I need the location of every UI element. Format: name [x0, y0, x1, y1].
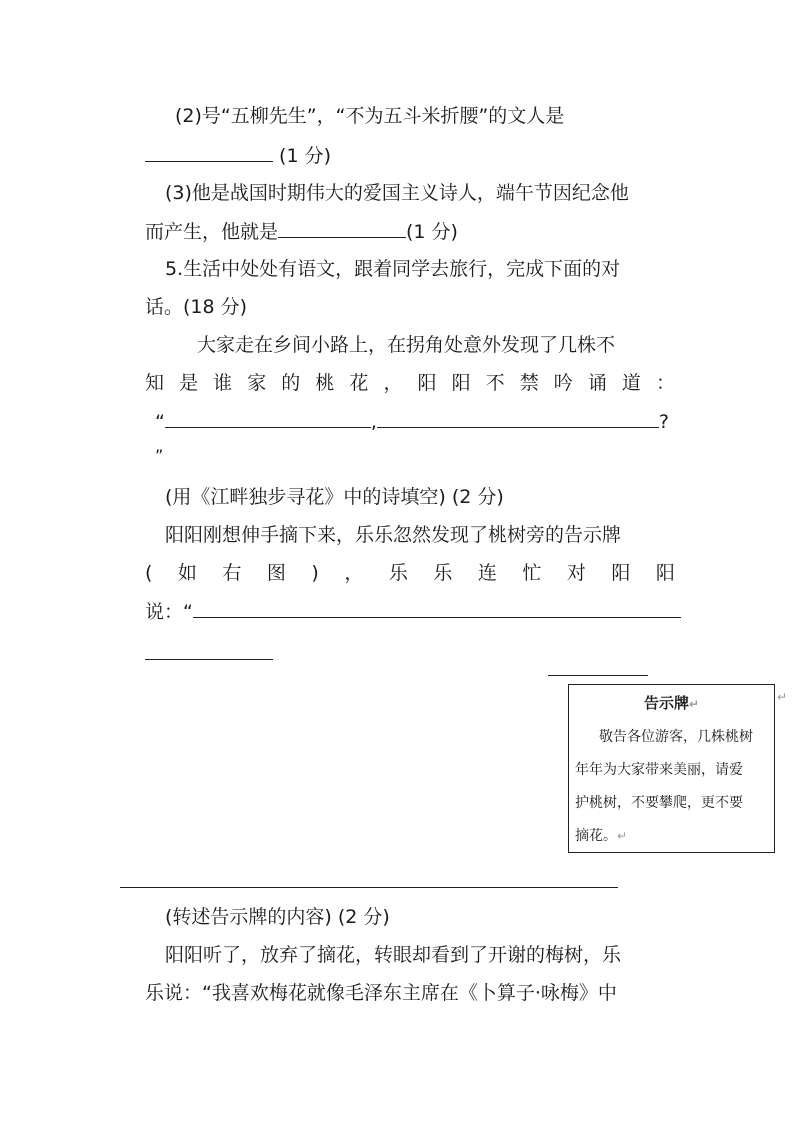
- para1-line2-char: 吟: [553, 372, 573, 394]
- para1-line2-char: 诵: [587, 372, 607, 394]
- open-quote: “: [155, 411, 165, 433]
- para1-line2-char: 花: [349, 372, 369, 394]
- para2-line2: [145, 561, 675, 585]
- para2-line2-char: 阳: [655, 562, 675, 584]
- para1-line2-char: ：: [655, 372, 675, 394]
- notice-answer-blank-3[interactable]: [548, 675, 648, 676]
- para1-line2-char: 不: [485, 372, 505, 394]
- para1-line2-char: ，: [383, 372, 403, 394]
- para1-line2-char: 是: [179, 372, 199, 394]
- para2-line2-char: 忙: [522, 562, 542, 584]
- q3-score: (1 分): [406, 221, 458, 243]
- para1-line2-char: 阳: [417, 372, 437, 394]
- para1-line2-char: 阳: [451, 372, 471, 394]
- para3-line2: 乐说：“我喜欢梅花就像毛泽东主席在《卜算子·咏梅》中: [145, 982, 617, 1004]
- para1-line2: [145, 371, 675, 395]
- q5-line1: 5.生活中处处有语文，跟着同学去旅行，完成下面的对: [165, 258, 621, 280]
- notice-title: 告示牌↵: [643, 694, 700, 712]
- notice-answer-blank-2[interactable]: [145, 659, 273, 660]
- notice-line-1: 敬告各位游客，几株桃树: [599, 729, 753, 745]
- q3-line2: [145, 219, 675, 244]
- para2-line2-char: (: [145, 562, 153, 584]
- q3-line2-prefix: 而产生，他就是: [145, 221, 279, 243]
- para2-line3-prefix: 说：“: [145, 601, 193, 623]
- para1-line2-char: 家: [247, 372, 267, 394]
- para2-line2-char: 阳: [611, 562, 631, 584]
- para2-line1: 阳阳刚想伸手摘下来，乐乐忽然发现了桃树旁的告示牌: [165, 524, 622, 546]
- para2-line2-char: 右: [222, 562, 242, 584]
- para1-note: (用《江畔独步寻花》中的诗填空) (2 分): [165, 486, 504, 508]
- notice-line-2: 年年为大家带来美丽，请爱: [575, 762, 743, 778]
- notice-answer-blank-1[interactable]: [193, 599, 681, 618]
- para2-line2-char: 乐: [433, 562, 453, 584]
- q2-line1: (2)号“五柳先生”，“不为五斗米折腰”的文人是: [175, 105, 565, 127]
- para1-line3: [155, 409, 675, 434]
- para3-line1: 阳阳听了，放弃了摘花，转眼却看到了开谢的梅树，乐: [165, 944, 622, 966]
- q5-line2: 话。(18 分): [145, 296, 248, 318]
- notice-line-4: 摘花。↵: [575, 828, 628, 844]
- poem-comma: ,: [370, 411, 377, 433]
- poem-blank-1[interactable]: [165, 409, 371, 428]
- q2-answer-blank[interactable]: [145, 143, 273, 162]
- para1-line2-char: 禁: [519, 372, 539, 394]
- para1-line1: 大家走在乡间小路上，在拐角处意外发现了几株不: [197, 334, 616, 356]
- q3-answer-blank[interactable]: [278, 219, 406, 238]
- poem-question: ?: [658, 411, 669, 433]
- para3-note: (转述告示牌的内容) (2 分): [165, 906, 390, 928]
- para2-line2-char: ，: [344, 562, 364, 584]
- para1-line2-char: 知: [145, 372, 165, 394]
- para1-line2-char: 谁: [213, 372, 233, 394]
- para2-line2-char: ): [311, 562, 319, 584]
- q2-line2: [145, 143, 675, 168]
- para2-line2-char: 如: [177, 562, 197, 584]
- poem-blank-2[interactable]: [377, 409, 659, 428]
- q3-line1: (3)他是战国时期伟大的爱国主义诗人，端午节因纪念他: [165, 182, 629, 204]
- para2-line2-char: 连: [477, 562, 497, 584]
- para2-line2-char: 乐: [388, 562, 408, 584]
- para1-line2-char: 桃: [315, 372, 335, 394]
- close-quote: ”: [155, 446, 164, 465]
- notice-board: [568, 684, 775, 853]
- para2-line2-char: 图: [266, 562, 286, 584]
- para2-line3: [145, 599, 675, 624]
- para2-line2-char: 对: [566, 562, 586, 584]
- para1-line2-char: 的: [281, 372, 301, 394]
- para1-line2-char: 道: [621, 372, 641, 394]
- notice-line-3: 护桃树，不要攀爬，更不要: [575, 795, 743, 811]
- q2-score: (1 分): [279, 145, 332, 167]
- notice-answer-blank-4[interactable]: [120, 887, 618, 888]
- return-mark: ↵: [777, 690, 788, 704]
